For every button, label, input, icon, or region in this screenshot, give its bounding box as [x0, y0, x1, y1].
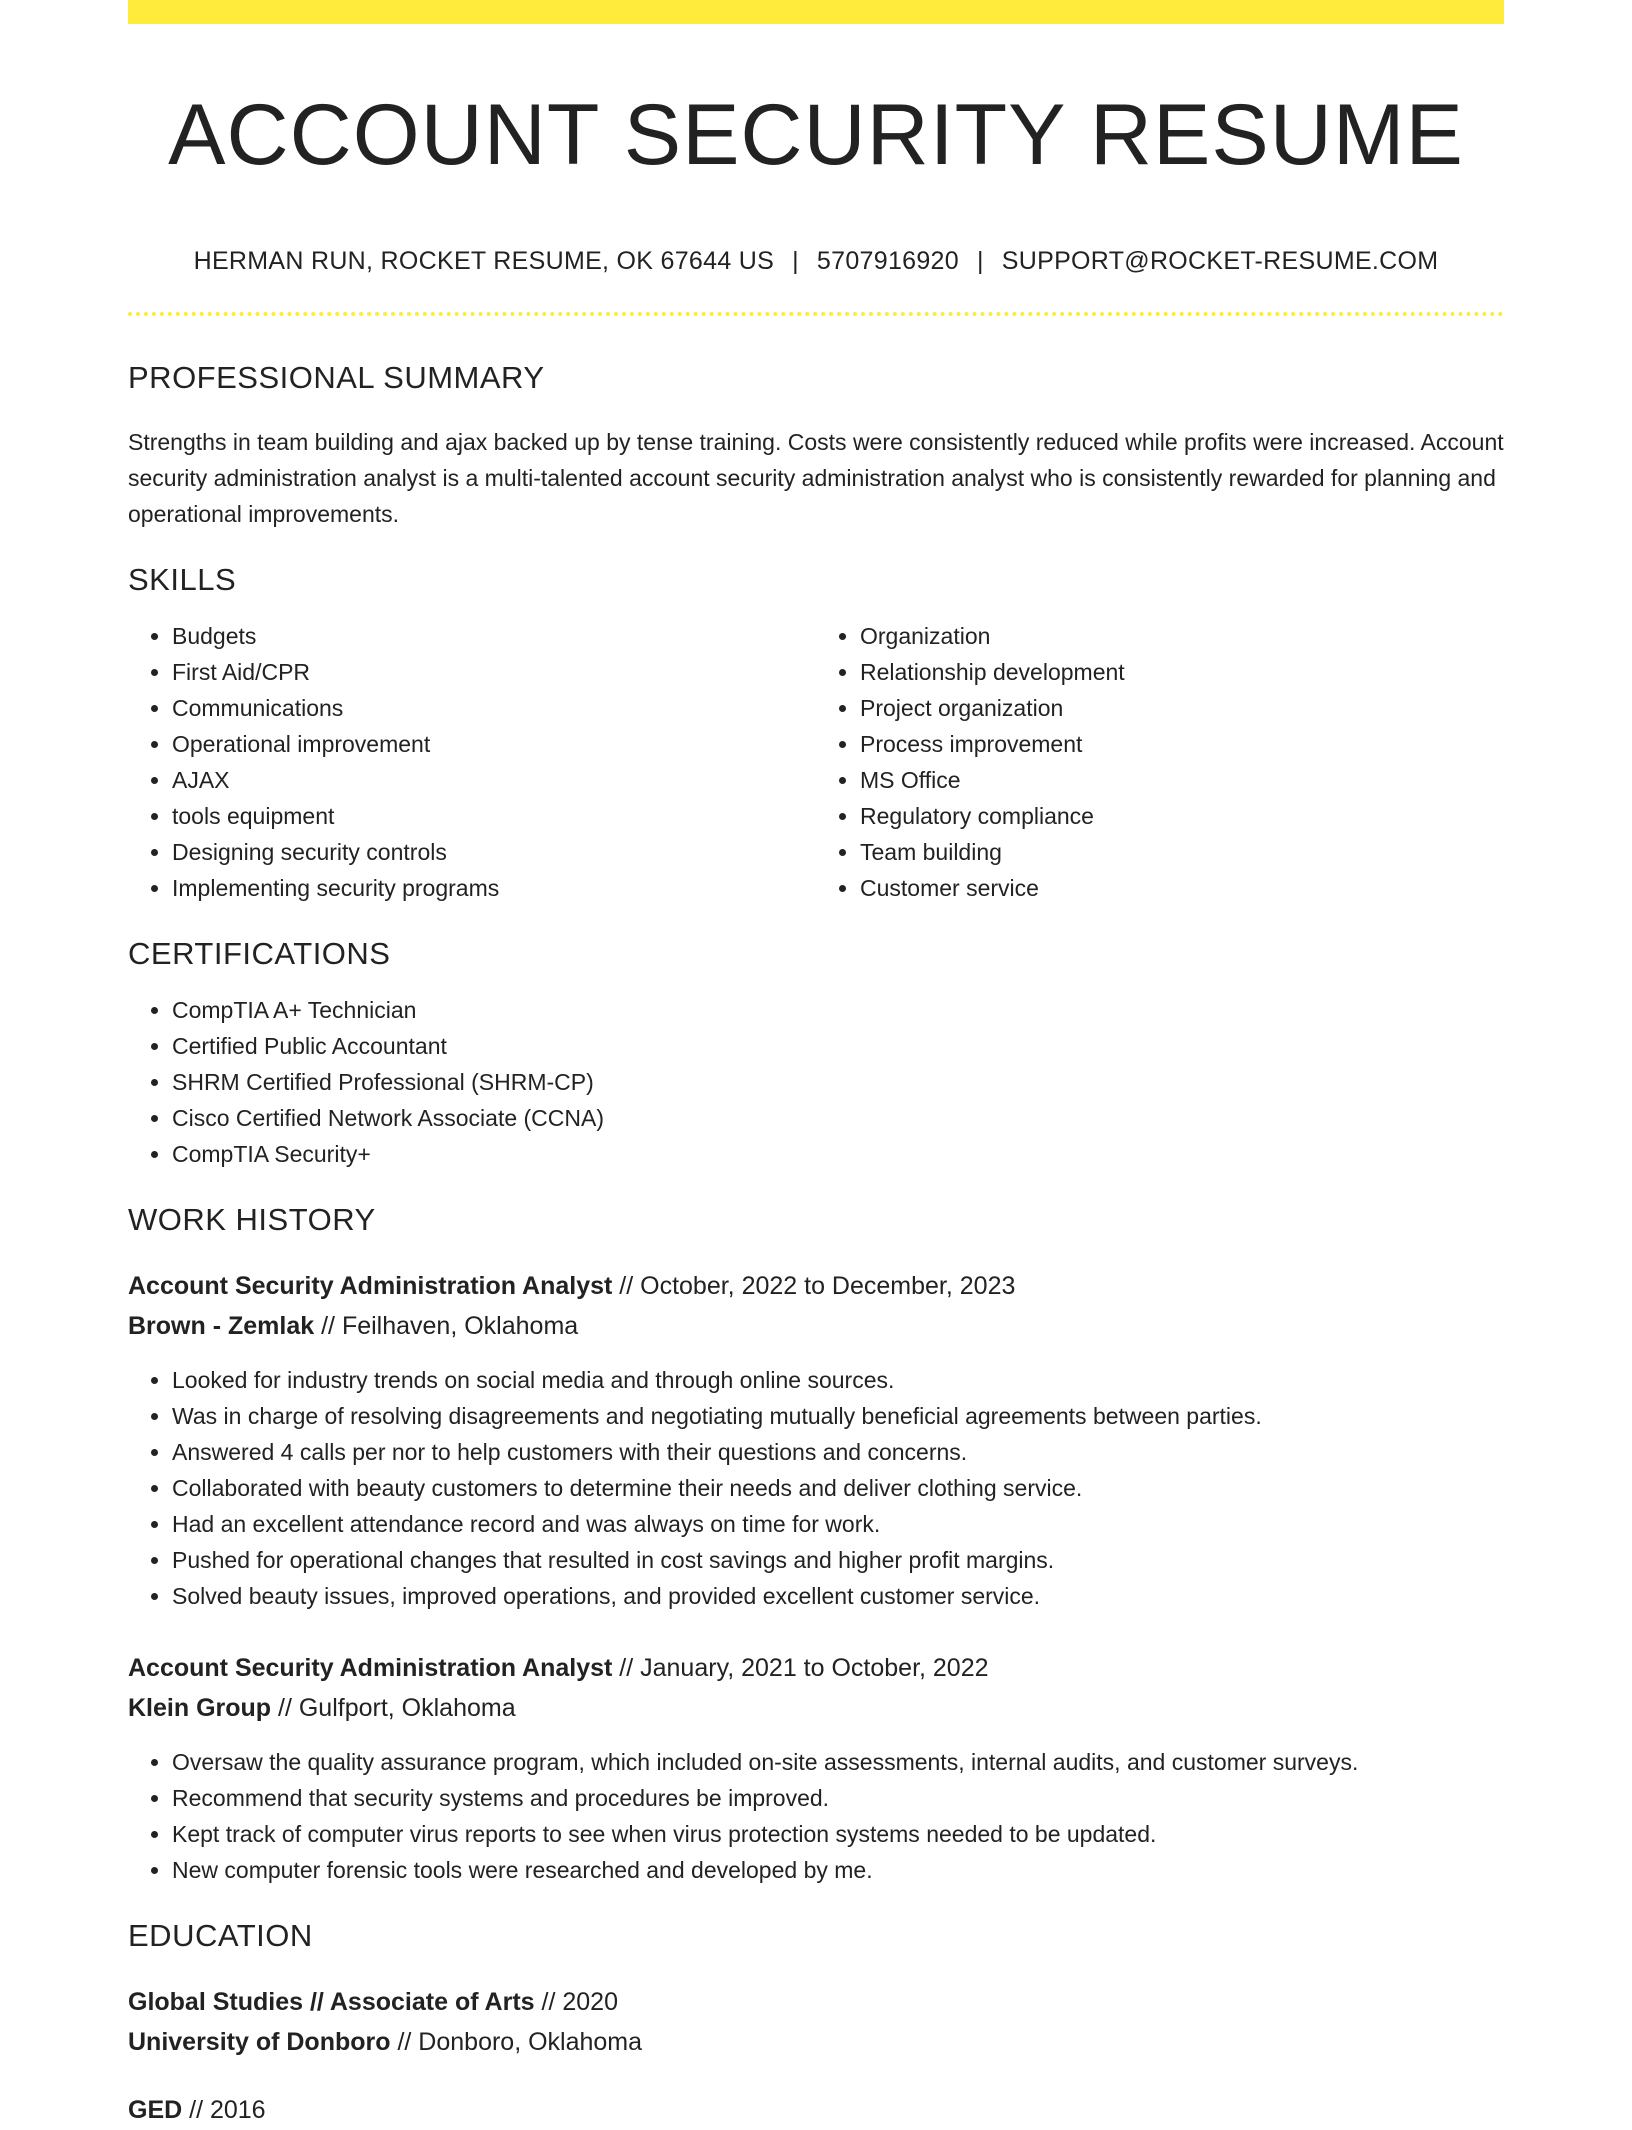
- summary-text: Strengths in team building and ajax backed up by tense training. Costs were consistently reduced while profits were increased. Account security administration analyst is a multi-talented account security administration analyst who is consistently rewarded for planning and operational improvements.: [128, 429, 1504, 528]
- job-entry: [128, 1648, 1504, 1888]
- list-item: • New computer forensic tools were researched and developed by me.: [172, 1852, 1504, 1888]
- job-bullets: [128, 1744, 1504, 1888]
- job-company: Brown - Zemlak: [128, 1312, 315, 1341]
- contact-phone: 5707916920: [816, 247, 959, 276]
- list-item: • Solved beauty issues, improved operations, and provided excellent customer service.: [172, 1578, 1504, 1614]
- education-school-line: [128, 2022, 1504, 2062]
- education-entry: [128, 1982, 1504, 2062]
- list-item: • CompTIA Security+: [172, 1136, 1504, 1172]
- education-entry: [128, 2090, 1504, 2130]
- list-item: • Operational improvement: [172, 726, 816, 762]
- job-title-line: [128, 1266, 1504, 1306]
- job-dates: // January, 2021 to October, 2022: [612, 1654, 989, 1683]
- certifications-heading: CERTIFICATIONS: [128, 936, 391, 972]
- page-title: ACCOUNT SECURITY RESUME: [168, 87, 1464, 183]
- list-item: • SHRM Certified Professional (SHRM-CP): [172, 1064, 1504, 1100]
- skills-right-list: [816, 618, 1504, 906]
- list-item: • Pushed for operational changes that resulted in cost savings and higher profit margins.: [172, 1542, 1504, 1578]
- job-title: Account Security Administration Analyst: [128, 1272, 613, 1301]
- dotted-divider: [128, 312, 1504, 316]
- certifications-list: [128, 992, 1504, 1172]
- job-bullets: [128, 1362, 1504, 1614]
- contact-separator: |: [792, 247, 799, 276]
- list-item: • Cisco Certified Network Associate (CCNA): [172, 1100, 1504, 1136]
- list-item: • Answered 4 calls per nor to help customers with their questions and concerns.: [172, 1434, 1504, 1470]
- list-item: • Collaborated with beauty customers to determine their needs and deliver clothing service.: [172, 1470, 1504, 1506]
- list-item: • Project organization: [860, 690, 1504, 726]
- list-item: • Certified Public Accountant: [172, 1028, 1504, 1064]
- list-item: • Recommend that security systems and procedures be improved.: [172, 1780, 1504, 1816]
- list-item: • First Aid/CPR: [172, 654, 816, 690]
- education-degree-line: [128, 2090, 1504, 2130]
- list-item: • MS Office: [860, 762, 1504, 798]
- list-item: • AJAX: [172, 762, 816, 798]
- education-year: // 2016: [182, 2096, 266, 2125]
- education-heading: EDUCATION: [128, 1918, 313, 1954]
- list-item: • tools equipment: [172, 798, 816, 834]
- list-item: • Organization: [860, 618, 1504, 654]
- education-year: // 2020: [534, 1988, 618, 2017]
- list-item: • Process improvement: [860, 726, 1504, 762]
- job-company-line: [128, 1688, 1504, 1728]
- skills-left-list: [128, 618, 816, 906]
- list-item: • Had an excellent attendance record and was always on time for work.: [172, 1506, 1504, 1542]
- skills-columns: [128, 598, 1504, 906]
- job-location: // Feilhaven, Oklahoma: [314, 1312, 579, 1341]
- job-company: Klein Group: [128, 1694, 272, 1723]
- education-degree: GED: [128, 2096, 183, 2125]
- work-heading: WORK HISTORY: [128, 1202, 376, 1238]
- list-item: • Budgets: [172, 618, 816, 654]
- list-item: • Implementing security programs: [172, 870, 816, 906]
- list-item: • Kept track of computer virus reports to see when virus protection systems needed to be updated.: [172, 1816, 1504, 1852]
- list-item: • Team building: [860, 834, 1504, 870]
- resume-page: [128, 0, 1504, 2130]
- job-title-line: [128, 1648, 1504, 1688]
- contact-address: HERMAN RUN, ROCKET RESUME, OK 67644 US: [193, 247, 775, 276]
- list-item: • Customer service: [860, 870, 1504, 906]
- list-item: • Regulatory compliance: [860, 798, 1504, 834]
- contact-line: [128, 247, 1504, 276]
- list-item: • Oversaw the quality assurance program, which included on-site assessments, internal audits, and customer surveys.: [172, 1744, 1504, 1780]
- job-dates: // October, 2022 to December, 2023: [612, 1272, 1016, 1301]
- skills-heading: SKILLS: [128, 562, 237, 598]
- education-degree-line: [128, 1982, 1504, 2022]
- job-location: // Gulfport, Oklahoma: [271, 1694, 516, 1723]
- contact-email: SUPPORT@ROCKET-RESUME.COM: [1001, 247, 1439, 276]
- list-item: • Designing security controls: [172, 834, 816, 870]
- contact-separator: |: [976, 247, 984, 276]
- job-entry: [128, 1266, 1504, 1614]
- job-company-line: [128, 1306, 1504, 1346]
- education-location: // Donboro, Oklahoma: [390, 2028, 643, 2057]
- list-item: • Communications: [172, 690, 816, 726]
- list-item: • Relationship development: [860, 654, 1504, 690]
- job-title: Account Security Administration Analyst: [128, 1654, 613, 1683]
- education-degree: Global Studies // Associate of Arts: [128, 1988, 535, 2017]
- accent-bar: [128, 0, 1504, 24]
- summary-heading: PROFESSIONAL SUMMARY: [128, 360, 545, 396]
- list-item: • Was in charge of resolving disagreements and negotiating mutually beneficial agreements between parties.: [172, 1398, 1504, 1434]
- list-item: • CompTIA A+ Technician: [172, 992, 1504, 1028]
- list-item: • Looked for industry trends on social media and through online sources.: [172, 1362, 1504, 1398]
- education-school: University of Donboro: [128, 2028, 391, 2057]
